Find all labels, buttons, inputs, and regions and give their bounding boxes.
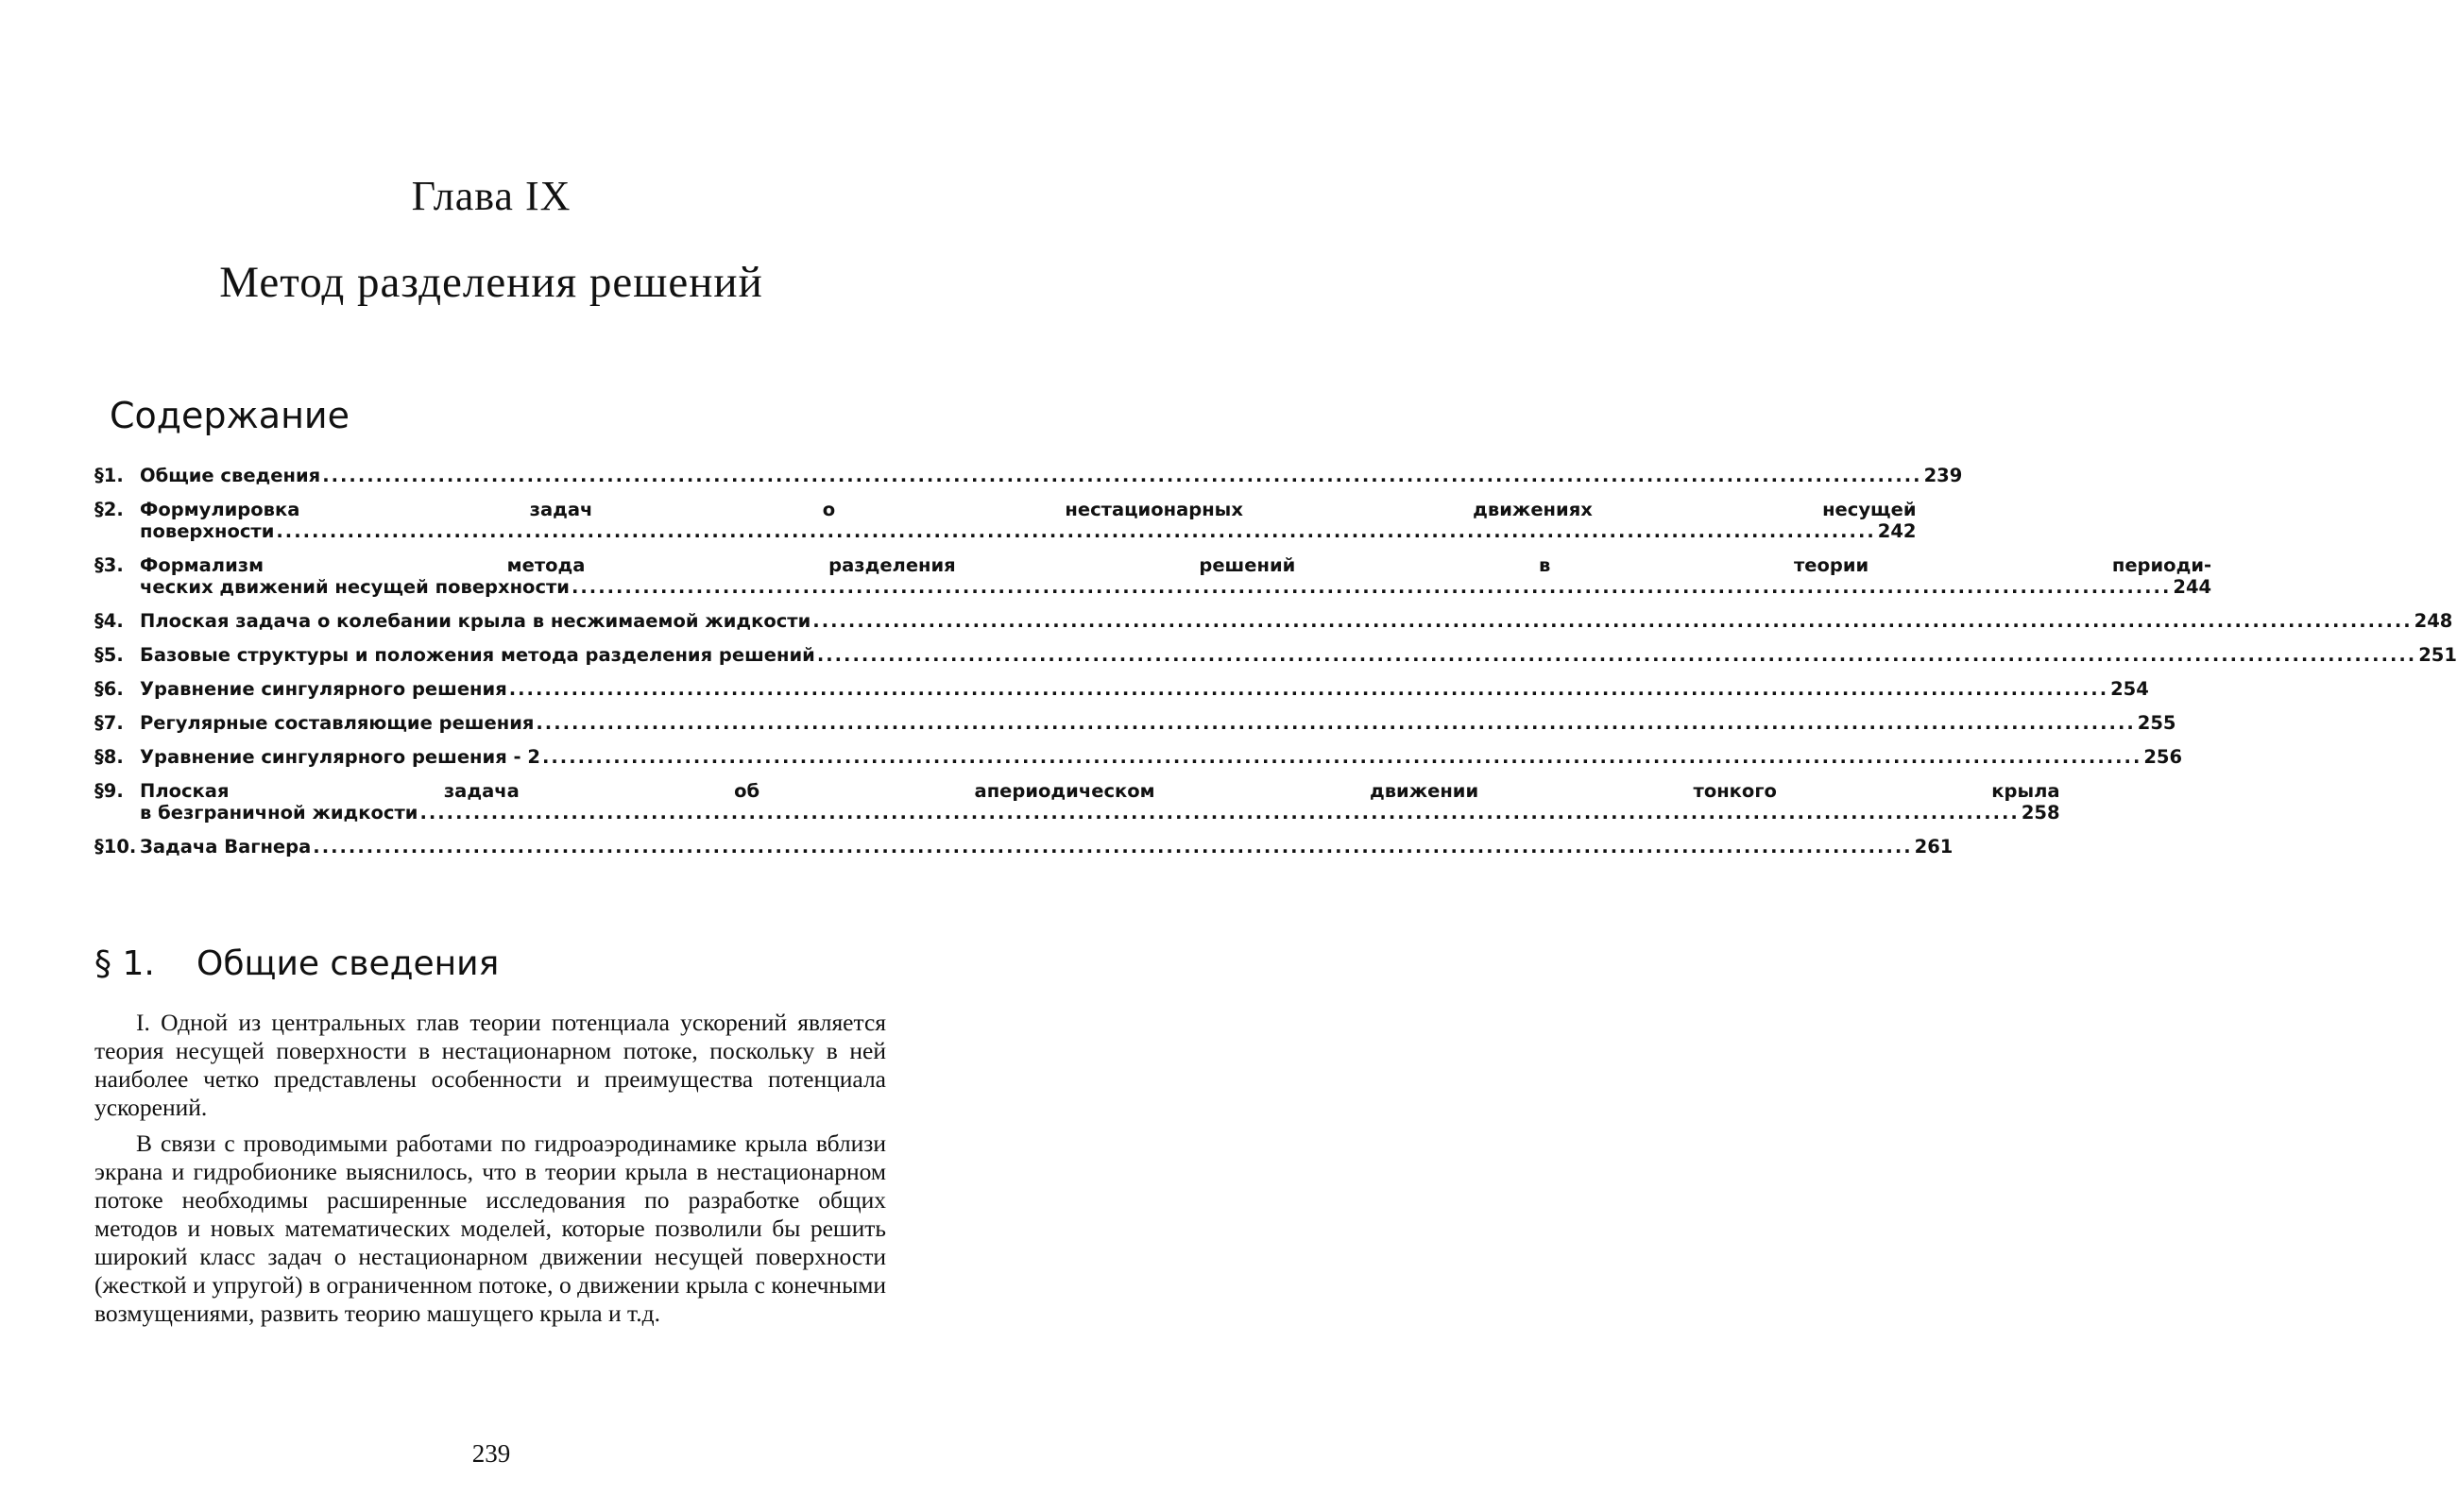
toc-entry (94, 465, 1963, 486)
chapter-label: Глава IX (411, 173, 572, 219)
toc-leader-dots (542, 746, 2141, 768)
toc-leader-dots (509, 678, 2108, 700)
toc-entry-page: 251 (2418, 644, 2457, 666)
toc-entry-line (140, 678, 2149, 700)
toc-entry-line (140, 610, 2452, 632)
toc-entry-title: Общие сведения (140, 465, 321, 486)
toc-entry-page: 258 (2021, 802, 2060, 824)
toc-entry-page: 248 (2414, 610, 2453, 632)
toc-entry-number: §1. (94, 465, 124, 486)
toc-entry-body (140, 644, 2457, 666)
toc-entry-number: §6. (94, 678, 124, 700)
toc-entry-body (140, 554, 2211, 598)
toc-leader-dots (536, 712, 2135, 734)
toc-leader-dots (572, 576, 2171, 598)
toc-entry (94, 836, 1954, 858)
paragraph: I. Одной из центральных глав теории потенциала ускорений является теория несущей поверхности в нестационарном потоке, поскольку в ней наиболее четко представлены особенности и преимущества потенциала ускорений. (94, 1009, 886, 1121)
paragraph: В связи с проводимыми работами по гидроаэродинамике крыла вблизи экрана и гидробионике выяснилось, что в теории крыла в нестационарном потоке необходимы расширенные исследования по разработке общих методов и новых математических моделей, которые позволили бы решить широкий класс задач о нестационарном движении несущей поверхности (жесткой и упругой) в ограниченном потоке, о движении крыла с конечными возмущениями, развить теорию машущего крыла и т.д. (94, 1130, 886, 1327)
toc-entry-line (140, 554, 2211, 576)
toc-entry-number: §4. (94, 610, 124, 632)
section-title: Общие сведения (196, 944, 500, 983)
toc-entry-number: §2. (94, 499, 124, 520)
toc-entry-title: Уравнение сингулярного решения (140, 678, 507, 700)
toc-entry (94, 746, 2183, 768)
toc-entry-line (140, 802, 2060, 824)
toc-entry-title: Уравнение сингулярного решения - 2 (140, 746, 540, 768)
toc-entry-title: Формулировка задач о нестационарных движениях несущей (140, 499, 1917, 520)
toc-entry-line (140, 836, 1953, 858)
toc-entry-body (140, 746, 2182, 768)
toc-entry-body (140, 836, 1953, 858)
toc-entry-page: 239 (1923, 465, 1963, 486)
toc-entry (94, 712, 2176, 734)
toc-entry (94, 610, 2453, 632)
contents-heading: Содержание (110, 395, 350, 436)
toc-leader-dots (812, 610, 2412, 632)
toc-entry-number: §10. (94, 836, 137, 858)
section-heading (94, 944, 499, 983)
toc-entry (94, 554, 2212, 598)
toc-entry-title: Плоская задача об апериодическом движении тонкого крыла (140, 780, 2060, 802)
chapter-title: Метод разделения решений (219, 258, 763, 307)
toc-entry-body (140, 678, 2149, 700)
toc-entry-line (140, 520, 1916, 542)
toc-entry-line (140, 465, 1962, 486)
toc-leader-dots (322, 465, 1921, 486)
toc-entry-number: §8. (94, 746, 124, 768)
toc-entry (94, 780, 2060, 824)
toc-leader-dots (419, 802, 2019, 824)
toc-entry-line (140, 644, 2457, 666)
toc-entry-title: поверхности (140, 520, 275, 542)
toc-entry-number: §5. (94, 644, 124, 666)
toc-entry (94, 678, 2149, 700)
toc-entry-line (140, 712, 2176, 734)
toc-entry-page: 254 (2110, 678, 2149, 700)
toc-entry (94, 644, 2457, 666)
toc-leader-dots (817, 644, 2416, 666)
toc-entry-title: ческих движений несущей поверхности (140, 576, 570, 598)
toc-leader-dots (313, 836, 1912, 858)
toc-entry-number: §9. (94, 780, 124, 802)
page-number: 239 (471, 1439, 511, 1468)
table-of-contents (94, 465, 2457, 870)
toc-entry-number: §7. (94, 712, 124, 734)
toc-entry-page: 242 (1877, 520, 1917, 542)
body-text (94, 1009, 886, 1335)
toc-entry-title: Базовые структуры и положения метода разделения решений (140, 644, 815, 666)
toc-entry-title: Плоская задача о колебании крыла в несжимаемой жидкости (140, 610, 811, 632)
toc-entry-line (140, 499, 1916, 520)
toc-leader-dots (276, 520, 1875, 542)
toc-entry-body (140, 610, 2452, 632)
toc-entry-title: Формализм метода разделения решений в теории периоди- (140, 554, 2212, 576)
toc-entry-page: 244 (2173, 576, 2212, 598)
toc-entry-line (140, 780, 2060, 802)
toc-entry-title: в безграничной жидкости (140, 802, 418, 824)
toc-entry-title: Регулярные составляющие решения (140, 712, 535, 734)
toc-entry-body (140, 780, 2060, 824)
section-number: § 1. (94, 944, 155, 983)
toc-entry-page: 256 (2143, 746, 2183, 768)
toc-entry-page: 261 (1914, 836, 1954, 858)
toc-entry (94, 499, 1917, 542)
toc-entry-number: §3. (94, 554, 124, 576)
toc-entry-line (140, 746, 2182, 768)
toc-entry-body (140, 499, 1916, 542)
toc-entry-title: Задача Вагнера (140, 836, 312, 858)
toc-entry-page: 255 (2137, 712, 2176, 734)
toc-entry-body (140, 465, 1962, 486)
toc-entry-line (140, 576, 2211, 598)
toc-entry-body (140, 712, 2176, 734)
